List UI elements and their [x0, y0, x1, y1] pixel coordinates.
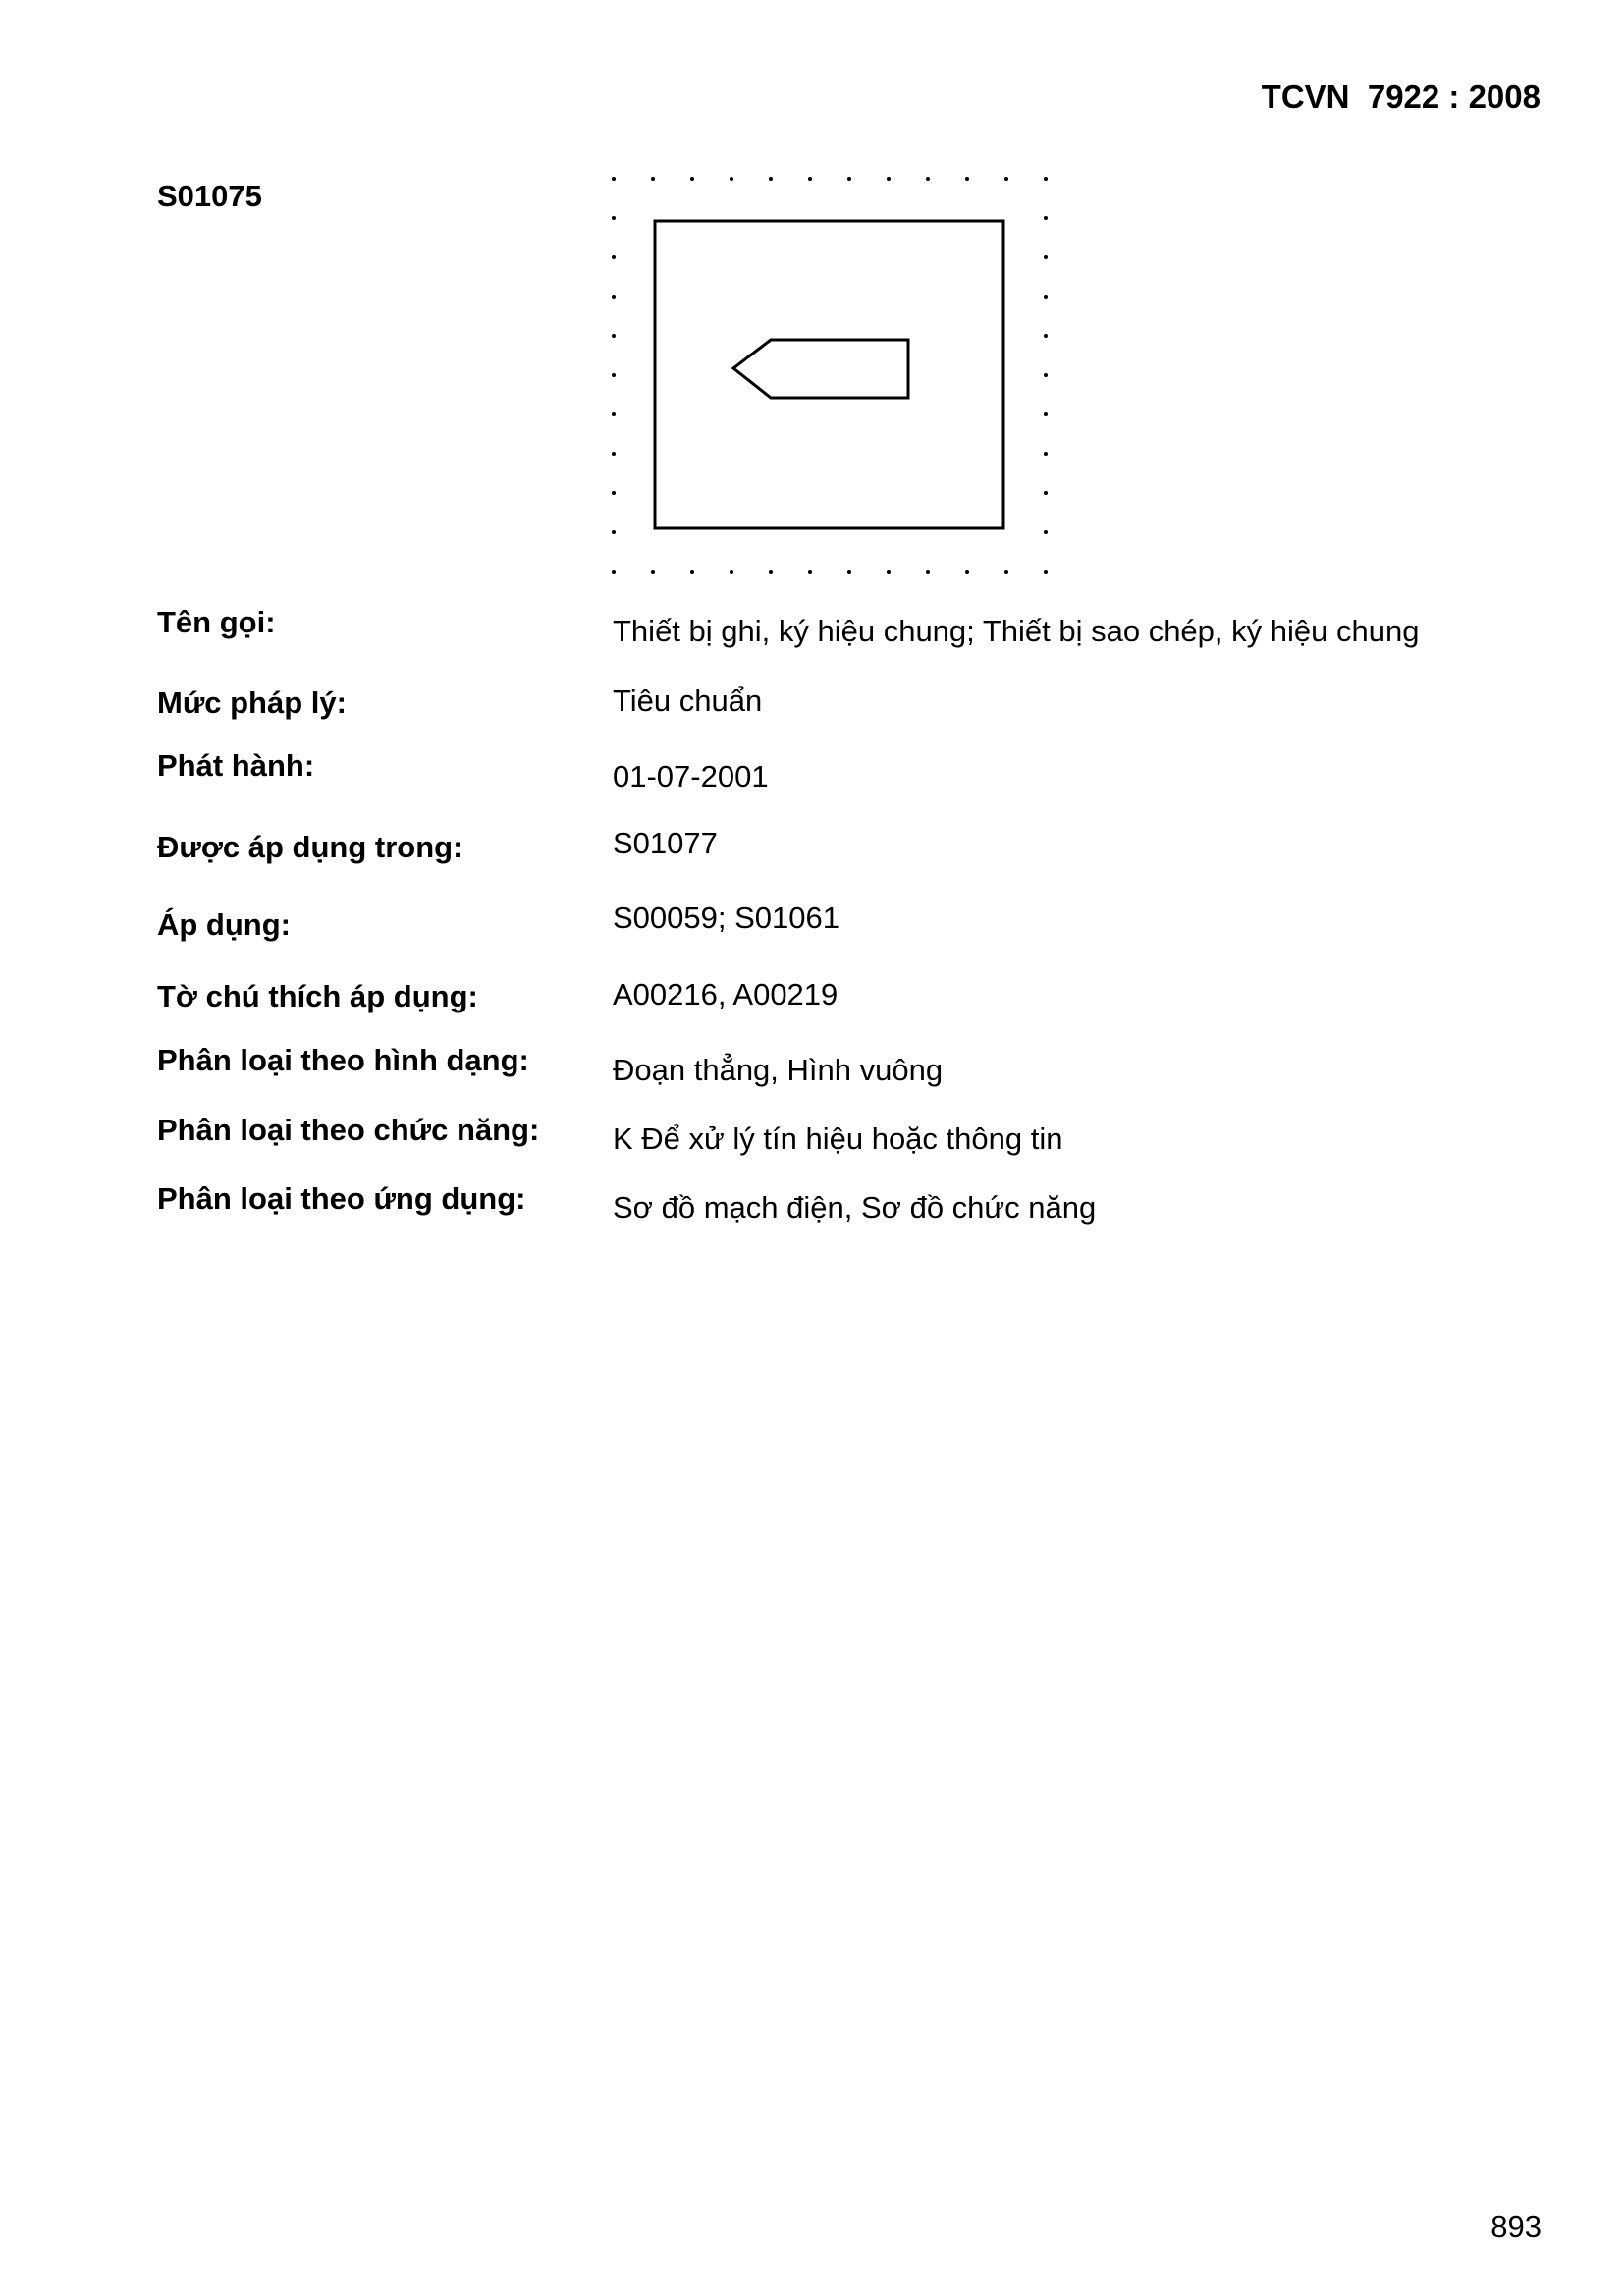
field-row-issued — [0, 748, 1624, 807]
field-label: Phân loại theo ứng dụng: — [157, 1181, 526, 1216]
field-value: Thiết bị ghi, ký hiệu chung; Thiết bị sao chép, ký hiệu chung — [613, 614, 1420, 648]
field-label: Phát hành: — [157, 748, 315, 783]
field-row-shape-class — [0, 1043, 1624, 1102]
symbol-pointer-shape — [733, 340, 908, 398]
field-row-annotation-sheet — [0, 979, 1624, 1038]
dotted-frame — [612, 177, 1048, 574]
field-row-name — [0, 605, 1624, 664]
recording-device-symbol-icon — [589, 157, 1080, 589]
field-label: Mức pháp lý: — [157, 685, 347, 720]
field-label: Tờ chú thích áp dụng: — [157, 979, 478, 1013]
field-row-function-class — [0, 1113, 1624, 1172]
field-value: S00059; S01061 — [613, 901, 839, 935]
page-number: 893 — [1490, 2210, 1542, 2244]
field-value: Tiêu chuẩn — [613, 683, 763, 718]
field-label: Phân loại theo hình dạng: — [157, 1043, 529, 1077]
field-value: S01077 — [613, 826, 718, 860]
field-label: Được áp dụng trong: — [157, 830, 463, 864]
field-label: Phân loại theo chức năng: — [157, 1113, 540, 1147]
field-value: 01-07-2001 — [613, 759, 769, 793]
field-row-application-class — [0, 1181, 1624, 1240]
field-value: K Để xử lý tín hiệu hoặc thông tin — [613, 1121, 1063, 1156]
standard-header: TCVN 7922 : 2008 — [1261, 79, 1541, 115]
field-row-applies — [0, 901, 1624, 966]
field-label: Tên gọi: — [157, 605, 276, 639]
symbol-code: S01075 — [157, 179, 262, 213]
field-row-applied-in — [0, 826, 1624, 889]
symbol-square — [655, 221, 1003, 528]
field-value: A00216, A00219 — [613, 977, 839, 1011]
field-value: Đoạn thẳng, Hình vuông — [613, 1053, 944, 1087]
field-value: Sơ đồ mạch điện, Sơ đồ chức năng — [613, 1190, 1097, 1225]
field-label: Áp dụng: — [157, 907, 292, 942]
field-row-legal-level — [0, 685, 1624, 744]
